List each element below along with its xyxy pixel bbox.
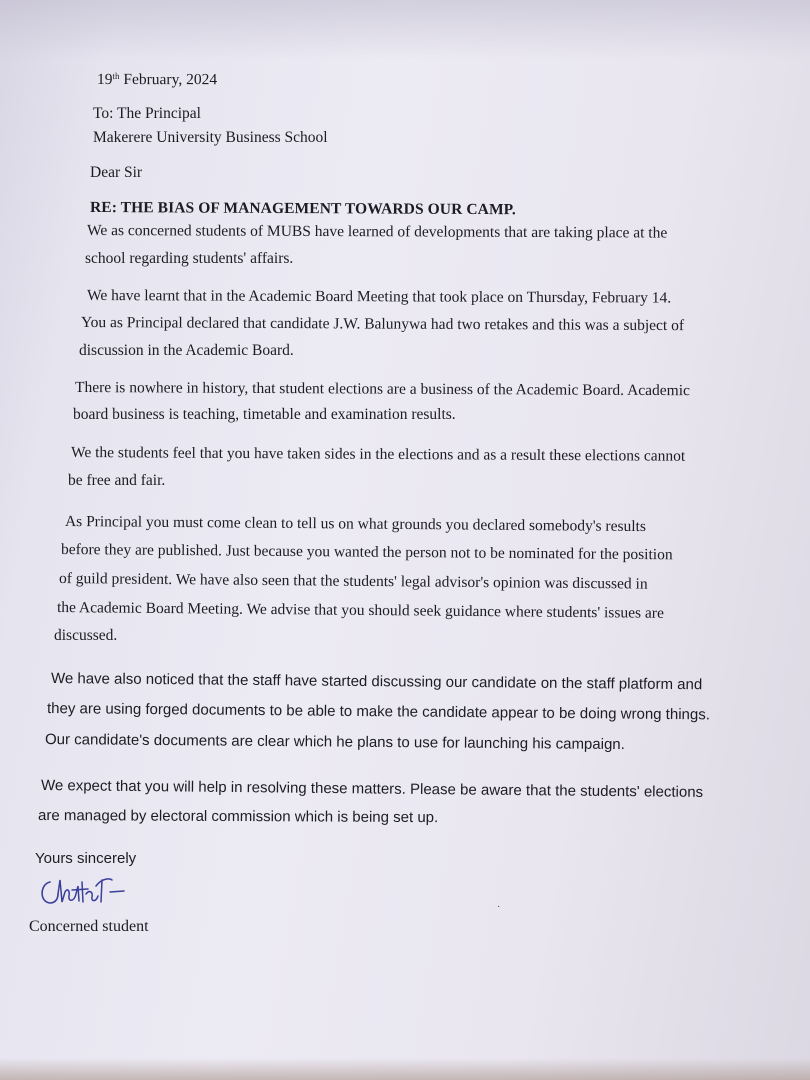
paragraph-5-line-3: of guild president. We have also seen that the students' legal advisor's opinion was discussed in [58, 570, 648, 593]
salutation: Dear Sir [90, 164, 143, 181]
paragraph-6-line-3: Our candidate's documents are clear which he plans to use for launching his campaign. [44, 731, 625, 754]
paragraph-5-line-2: before they are published. Just because you wanted the person not to be nominated for the position [60, 541, 673, 564]
paragraph-6-line-1: We have also noticed that the staff have started discussing our candidate on the staff platform and [50, 670, 703, 694]
paragraph-4-line-1: We the students feel that you have taken sides in the elections and as a result these elections cannot [70, 444, 686, 465]
paragraph-1-line-2: school regarding students' affairs. [85, 250, 294, 267]
subject-line: RE: THE BIAS OF MANAGEMENT TOWARDS OUR CAMP. [89, 199, 516, 219]
paragraph-2-line-1: We have learnt that in the Academic Board Meeting that took place on Thursday, February 14. [86, 287, 672, 307]
paragraph-6-line-2: they are using forged documents to be able to make the candidate appear to be doing wrong things. [46, 700, 711, 724]
paragraph-2-line-3: discussion in the Academic Board. [79, 342, 294, 359]
closing: Yours sincerely [35, 850, 137, 867]
signature-image [36, 872, 132, 912]
paragraph-7-line-2: are managed by electoral commission which is being set up. [37, 807, 439, 827]
paragraph-3-line-1: There is nowhere in history, that student elections are a business of the Academic Board. Academic [74, 379, 690, 400]
paragraph-4-line-2: be free and fair. [68, 472, 166, 489]
paragraph-5-line-5: discussed. [54, 627, 118, 644]
recipient-institution: Makerere University Business School [93, 129, 328, 146]
paragraph-2-line-2: You as Principal declared that candidate J.W. Balunywa had two retakes and this was a subject of [80, 314, 685, 335]
recipient-line: To: The Principal [93, 105, 201, 122]
signatory: Concerned student [29, 918, 149, 935]
paragraph-3-line-2: board business is teaching, timetable and examination results. [73, 406, 456, 423]
paragraph-7-line-1: We expect that you will help in resolving these matters. Please be aware that the students' elections [40, 777, 704, 801]
paragraph-5-line-4: the Academic Board Meeting. We advise that you should seek guidance where students' issues are [56, 599, 664, 622]
paragraph-1-line-1: We as concerned students of MUBS have learned of developments that are taking place at the [86, 222, 668, 242]
ink-speck: ˙ [497, 905, 501, 916]
paragraph-5-line-1: As Principal you must come clean to tell us on what grounds you declared somebody's results [64, 513, 646, 536]
letter-date: 19th February, 2024 [96, 71, 218, 89]
